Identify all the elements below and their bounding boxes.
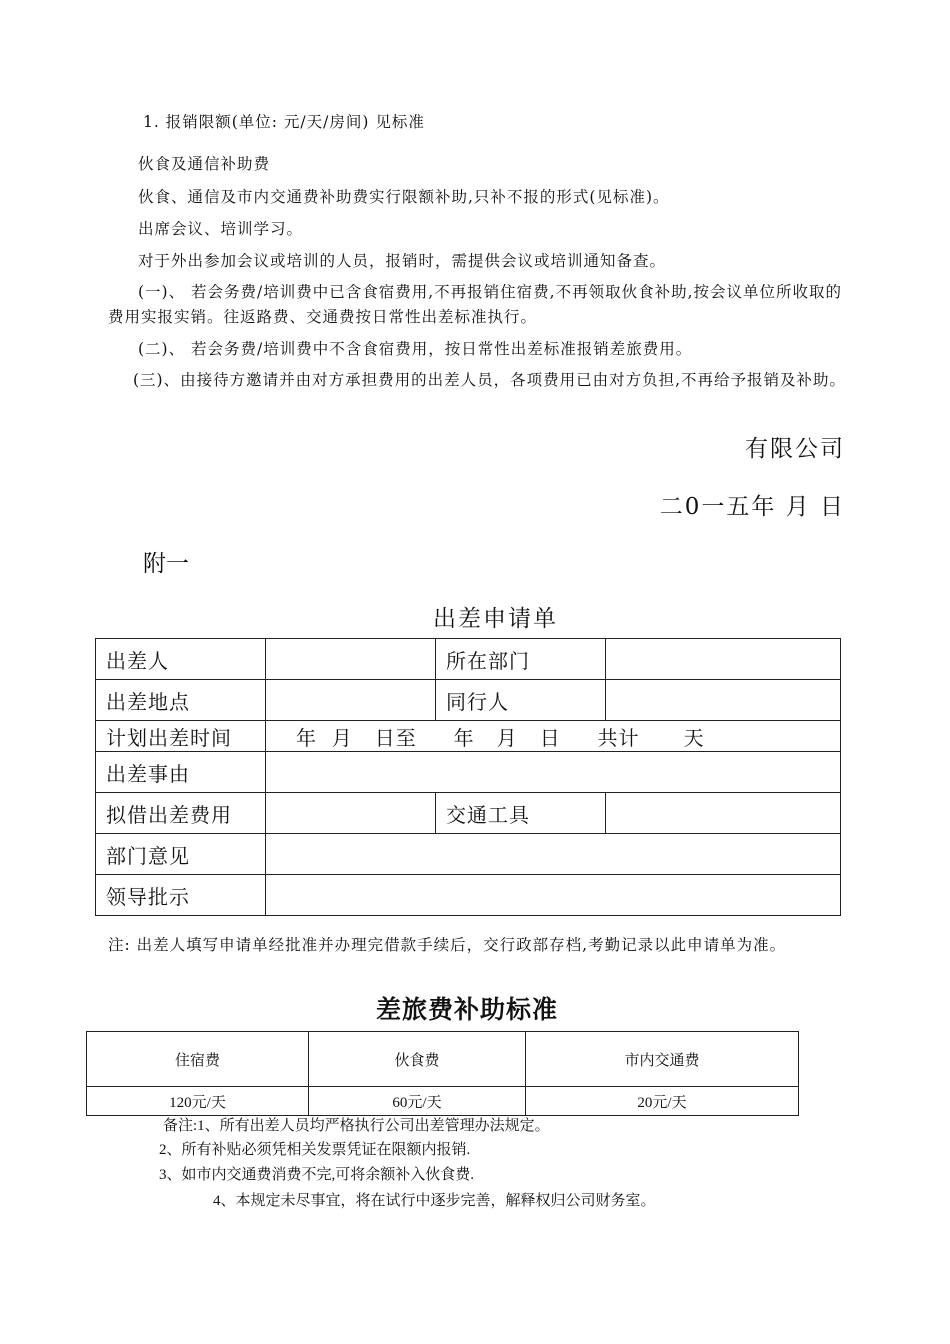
header-meals: 伙食费 bbox=[309, 1032, 526, 1087]
form-row-advance bbox=[96, 793, 841, 834]
form-row-reason bbox=[96, 752, 841, 793]
standard-title: 差旅费补助标准 bbox=[376, 995, 559, 1024]
transport-label: 交通工具 bbox=[436, 793, 606, 834]
traveler-label: 出差人 bbox=[96, 639, 266, 680]
reason-label: 出差事由 bbox=[96, 752, 266, 793]
department-field[interactable] bbox=[606, 639, 841, 680]
remark-3: 3、如市内交通费消费不完,可将余额补入伙食费. bbox=[159, 1167, 475, 1183]
reimbursement-limit-line: 1. 报销限额(单位: 元/天/房间) 见标准 bbox=[143, 113, 425, 131]
meal-allowance-text: 伙食、通信及市内交通费补助费实行限额补助,只补不报的形式(见标准)。 bbox=[138, 188, 670, 206]
remark-2: 2、所有补贴必须凭相关发票凭证在限额内报销. bbox=[159, 1142, 471, 1158]
planned-time-field[interactable]: 年 月 日至 年 月 日 共计 天 bbox=[266, 721, 841, 752]
advance-label: 拟借出差费用 bbox=[96, 793, 266, 834]
standard-header-row bbox=[87, 1032, 799, 1087]
meeting-clause-1: (一)、 若会务费/培训费中已含食宿费用,不再报销住宿费,不再领取伙食补助,按会议单位所收取的费用实报实销。往返路费、交通费按日常性出差标准执行。 bbox=[108, 283, 843, 326]
meal-allowance-heading: 伙食及通信补助费 bbox=[138, 155, 271, 173]
signature-date: 二0一五年 月 日 bbox=[659, 494, 845, 520]
form-row-leader bbox=[96, 875, 841, 916]
form-row-dept-opinion bbox=[96, 834, 841, 875]
remark-1: 备注:1、所有出差人员均严格执行公司出差管理办法规定。 bbox=[163, 1118, 550, 1134]
destination-field[interactable] bbox=[266, 680, 436, 721]
form-row-planned-time bbox=[96, 721, 841, 752]
companion-field[interactable] bbox=[606, 680, 841, 721]
reason-field[interactable] bbox=[266, 752, 841, 793]
meeting-heading: 出席会议、培训学习。 bbox=[138, 220, 304, 238]
leader-label: 领导批示 bbox=[96, 875, 266, 916]
remark-4: 4、本规定未尽事宜，将在试行中逐步完善，解释权归公司财务室。 bbox=[213, 1193, 656, 1209]
destination-label: 出差地点 bbox=[96, 680, 266, 721]
form-title: 出差申请单 bbox=[433, 606, 558, 632]
dept-opinion-field[interactable] bbox=[266, 834, 841, 875]
value-lodging: 120元/天 bbox=[87, 1087, 309, 1116]
transport-field[interactable] bbox=[606, 793, 841, 834]
dept-opinion-label: 部门意见 bbox=[96, 834, 266, 875]
travel-application-form bbox=[95, 638, 841, 916]
form-note: 注: 出差人填写申请单经批准并办理完借款手续后，交行政部存档,考勤记录以此申请单为准。 bbox=[108, 936, 787, 954]
form-row-traveler bbox=[96, 639, 841, 680]
standard-value-row bbox=[87, 1087, 799, 1116]
advance-field[interactable] bbox=[266, 793, 436, 834]
header-lodging: 住宿费 bbox=[87, 1032, 309, 1087]
form-row-destination bbox=[96, 680, 841, 721]
meeting-text: 对于外出参加会议或培训的人员，报销时，需提供会议或培训通知备查。 bbox=[138, 252, 667, 270]
value-transport: 20元/天 bbox=[526, 1087, 799, 1116]
meeting-clause-2: (二)、 若会务费/培训费中不含食宿费用，按日常性出差标准报销差旅费用。 bbox=[138, 340, 693, 358]
department-label: 所在部门 bbox=[436, 639, 606, 680]
header-transport: 市内交通费 bbox=[526, 1032, 799, 1087]
allowance-standard-table bbox=[86, 1031, 799, 1116]
planned-time-label: 计划出差时间 bbox=[96, 721, 266, 752]
companion-label: 同行人 bbox=[436, 680, 606, 721]
company-name: 有限公司 bbox=[745, 436, 845, 462]
leader-field[interactable] bbox=[266, 875, 841, 916]
traveler-field[interactable] bbox=[266, 639, 436, 680]
attachment-label: 附一 bbox=[143, 551, 189, 577]
meeting-clause-3: (三)、由接待方邀请并由对方承担费用的出差人员，各项费用已由对方负担,不再给予报销及补助。 bbox=[133, 371, 847, 389]
value-meals: 60元/天 bbox=[309, 1087, 526, 1116]
